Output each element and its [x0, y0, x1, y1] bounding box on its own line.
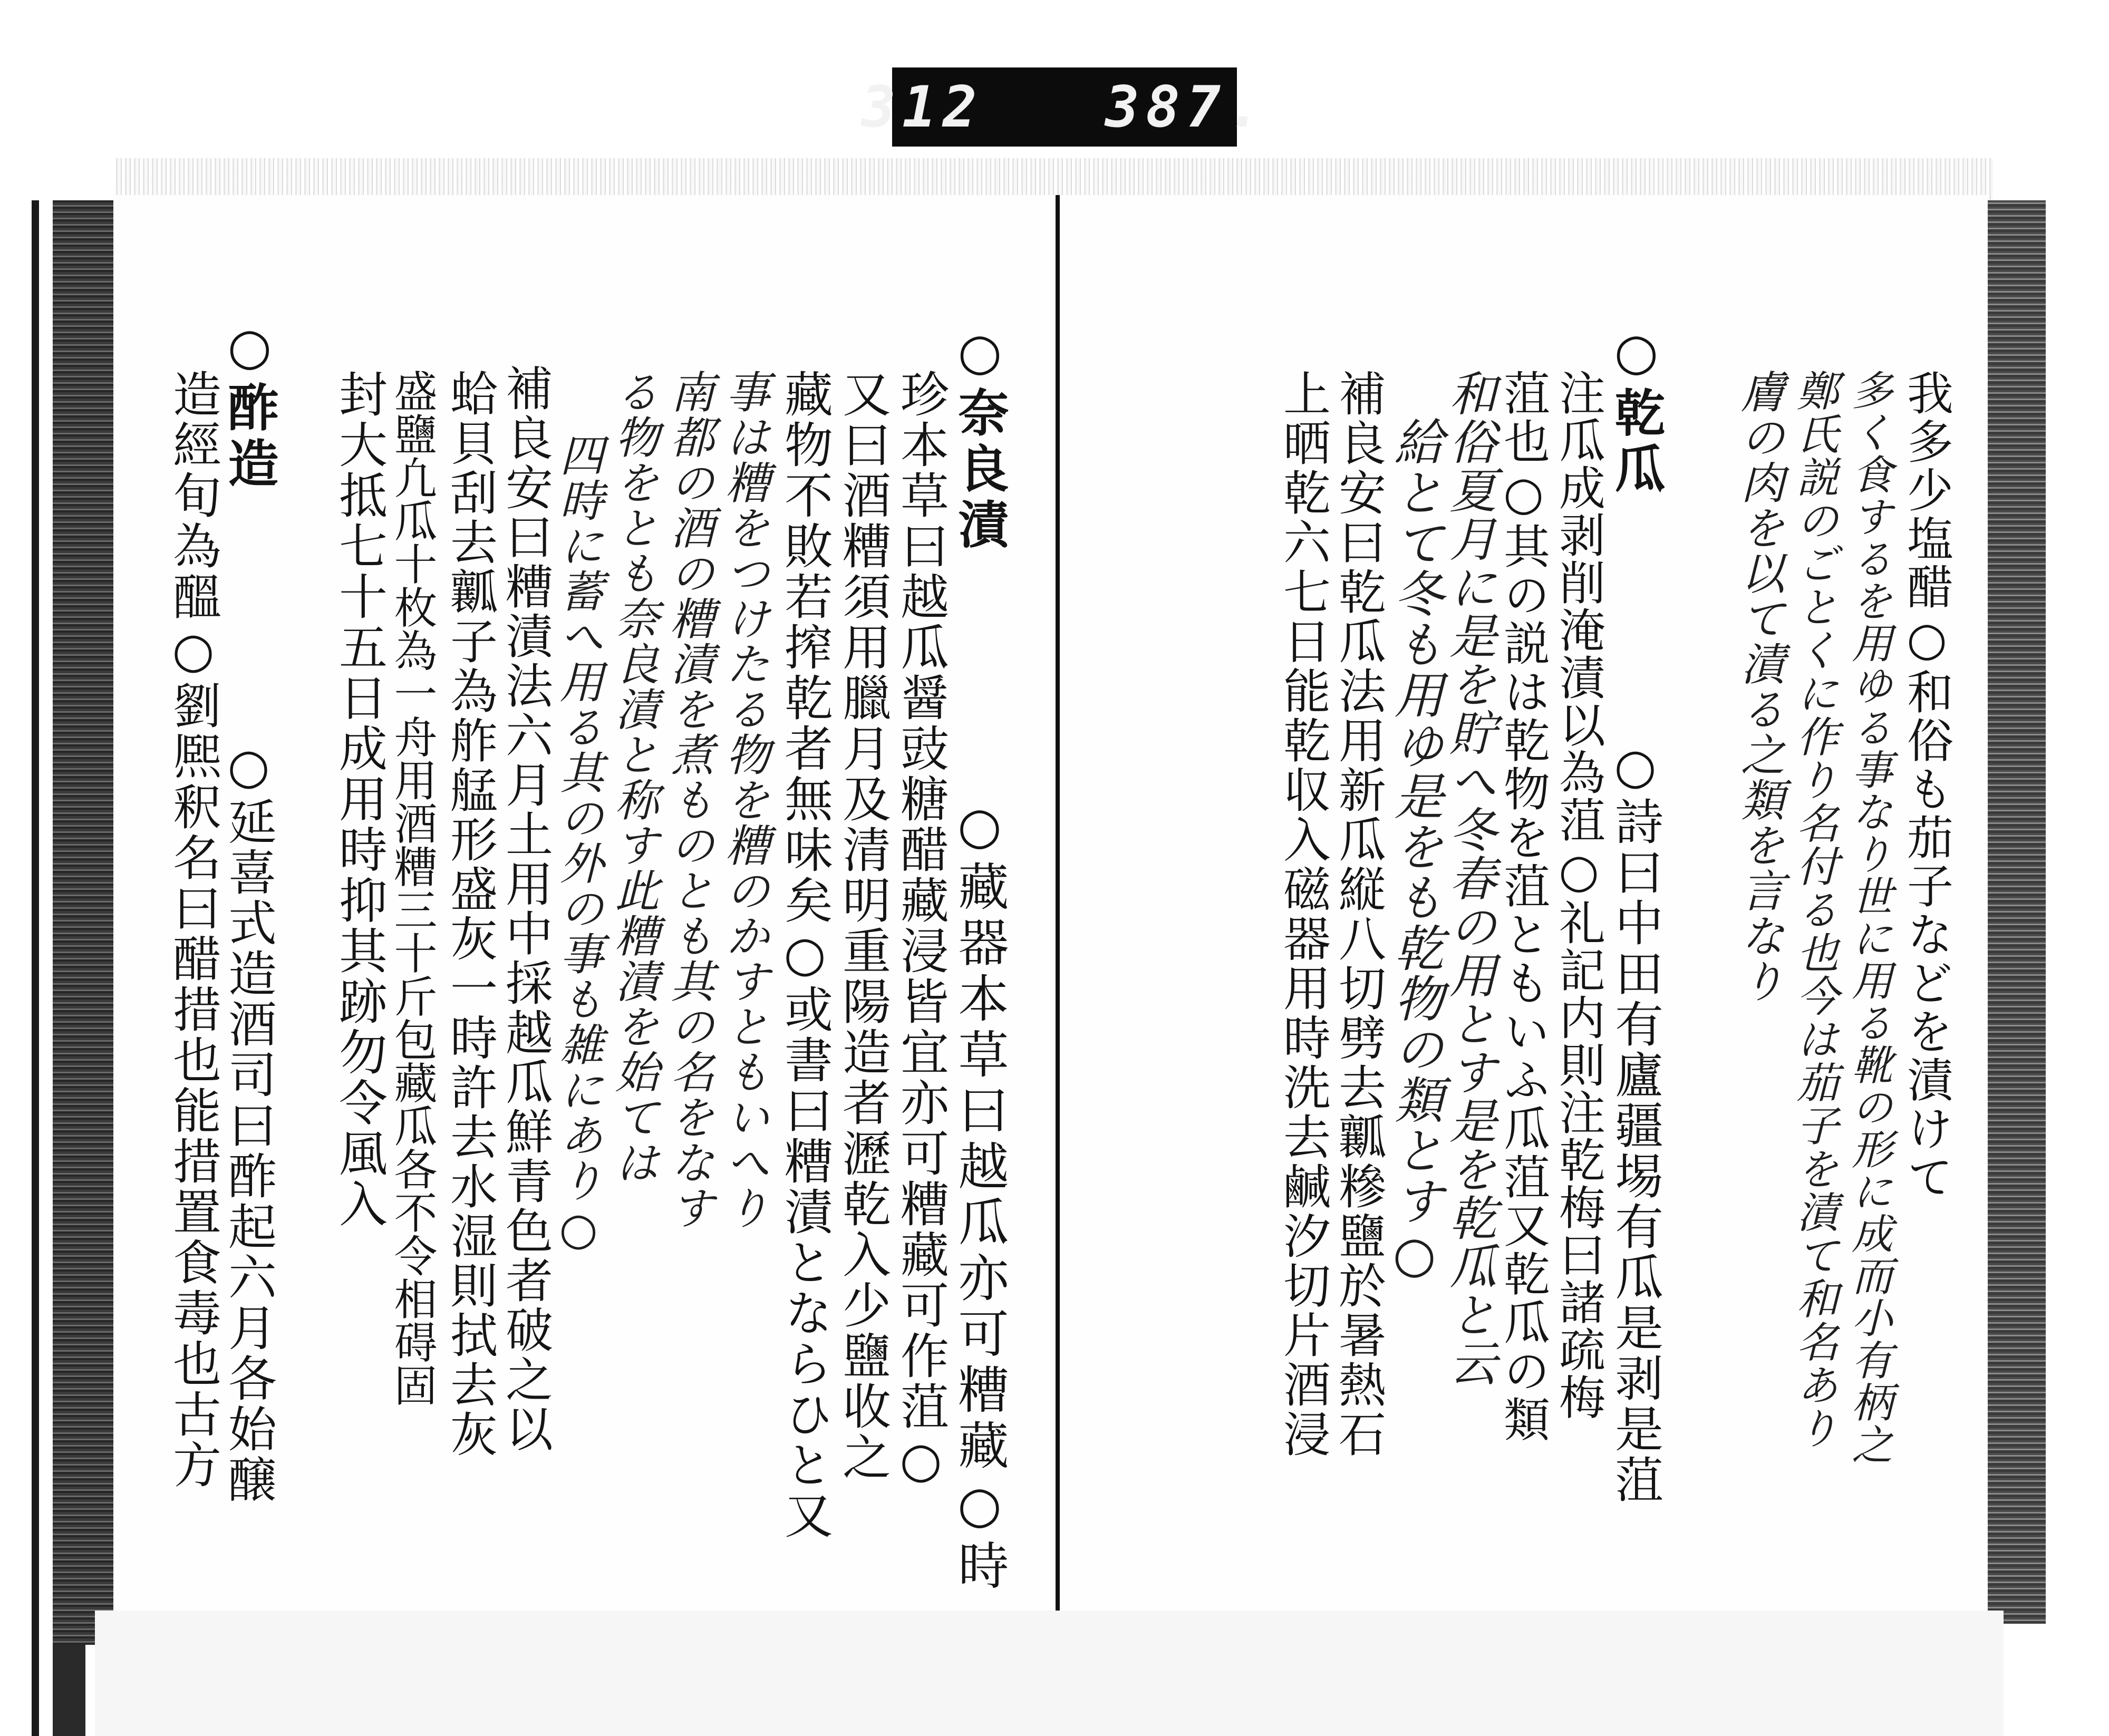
right-col-9: 和俗夏月に是を貯へ冬春の用とす是を乾瓜と云 — [1441, 369, 1496, 1388]
left-col-11: 蛤貝刮去瓤子為舴艋形盛灰一時許去水湿則拭去灰 — [442, 369, 497, 1459]
left-col-8: る物をとも奈良漬と称す此糟漬を始ては — [608, 369, 660, 1185]
left-col-13: 封大抵七十五日成用時抑其跡勿令風入 — [331, 369, 388, 1229]
left-col-7: 南都の酒の糟漬を煮ものとも其の名をなす — [663, 369, 715, 1230]
right-page — [1060, 195, 1988, 1613]
left-col-3: 珍本草曰越瓜醤豉糖醋藏浸皆宜亦可糟藏可作菹○ — [893, 369, 949, 1490]
left-col-12: 盛鹽凢瓜十枚為一舟用酒糟三十斤包藏瓜各不令相碍固 — [387, 369, 437, 1407]
right-col-3: 鄭氏説のごとくに作り名付る也今は茄子を漬て和名あり — [1789, 369, 1839, 1450]
left-page-stack-shadow — [53, 200, 121, 1645]
left-col-6: 事は糟をつけたる物を糟のかすともいへり — [719, 369, 770, 1230]
left-col-16: ○延喜式造酒司曰酢起六月各始醸 — [220, 738, 277, 1505]
right-col-10: 給とて冬も用ゆ是をも乾物の類とす○ — [1386, 416, 1443, 1285]
left-col-2: ○藏器本草曰越瓜亦可糟藏○時 — [950, 796, 1009, 1595]
left-col-5: 藏物不敗若搾乾者無味矣○或書曰糟漬とならひと又 — [777, 369, 833, 1541]
right-col-12: 上晒乾六七日能乾収入磁器用時洗去鹹汐切片酒浸 — [1275, 369, 1330, 1459]
page-block-bottom-edge — [95, 1611, 2004, 1736]
left-col-15: 造經旬為醞○劉熈釈名曰醋措也能措置食毒也古方 — [165, 369, 221, 1490]
left-col-9: 四時に蓄へ用る其の外の事も雑にあり○ — [553, 432, 604, 1256]
left-page — [113, 195, 1060, 1613]
left-col-4: 又曰酒糟須用臘月及清明重陽造者瀝乾入少鹽收之 — [835, 369, 891, 1482]
right-page-stack-shadow — [1982, 200, 2046, 1624]
right-col-4: 膚の肉を以て漬る之類を言なり — [1734, 369, 1785, 1004]
left-col-14: ○酢造 — [220, 316, 279, 493]
left-col-10: 補良安曰糟漬法六月土用中採越瓜鮮青色者破之以 — [497, 364, 553, 1454]
right-col-2: 多く食するを用ゆる事なり世に用る靴の形に成而小有柄之 — [1845, 369, 1892, 1466]
right-col-11: 補良安曰乾瓜法用新瓜縦八切劈去瓤糝鹽於暑熱石 — [1330, 369, 1386, 1459]
frame-number-label: 312 387. — [892, 67, 1237, 147]
right-col-6: ○詩曰中田有廬疆埸有瓜是剥是菹 — [1607, 738, 1663, 1505]
right-col-1: 我多少塩醋○和俗も茄子などを漬けて — [1900, 369, 1954, 1201]
right-col-7: 注瓜成剥削淹漬以為菹○礼記内則注乾梅曰諸疏梅 — [1552, 369, 1606, 1421]
right-col-5: ○乾瓜 — [1607, 322, 1666, 498]
right-col-8: 菹也○其の説は乾物を菹ともいふ瓜菹又乾瓜の類 — [1496, 369, 1551, 1444]
page-block-top-edge — [116, 158, 1993, 200]
left-col-1: ○奈良漬 — [950, 322, 1010, 554]
book-gutter — [1056, 195, 1060, 1736]
